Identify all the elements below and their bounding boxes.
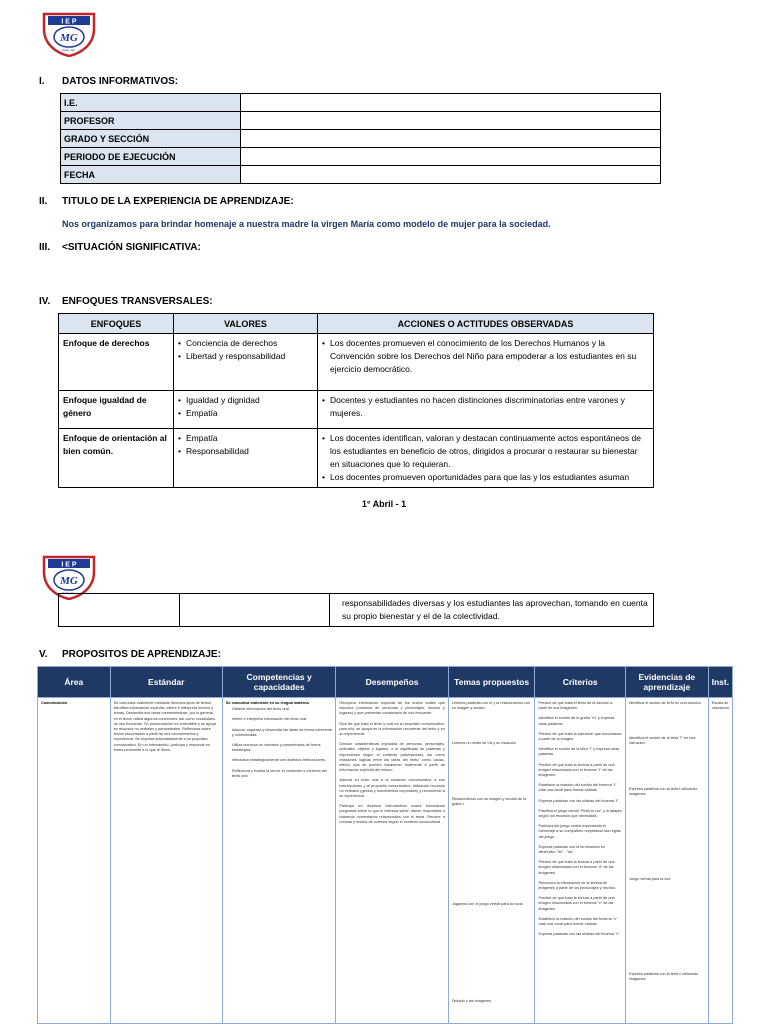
list-item: • Los docentes identifican, valoran y destacan continuamente actos espontáneos de los estudiantes en beneficio de otros, dirigidos a procurar o restaurar su bienestar en situaciones que lo requieran. <box>322 433 641 469</box>
table-row <box>59 594 654 627</box>
school-logo <box>40 11 98 62</box>
col-header-enfoques: ENFOQUES <box>59 314 174 334</box>
school-crest-icon <box>40 11 98 57</box>
experience-title: Nos organizamos para brindar homenaje a nuestra madre la virgen María como modelo de mujer para la sociedad. <box>62 219 551 229</box>
list-item: • Empatía <box>178 408 218 418</box>
info-row-fecha: FECHA <box>61 166 661 184</box>
table-row <box>38 698 733 1024</box>
info-row-periodo: PERIODO DE EJECUCIÓN <box>61 148 661 166</box>
list-item: • Libertad y responsabilidad <box>178 351 286 361</box>
logo-initials: MG <box>60 32 78 44</box>
svg-text:MG: MG <box>60 575 78 587</box>
section-2-title: II. TITULO DE LA EXPERIENCIA DE APRENDIZAJE: <box>39 196 294 207</box>
info-row-ie: I.E. <box>61 94 661 112</box>
list-item: • Los docentes promueven el conocimiento de los Derechos Humanos y la Convención sobre los Derechos del Niño para empoderar a los estudiantes en su ejercicio democrático. <box>322 338 637 374</box>
col-header-estandar: Estándar <box>110 667 222 698</box>
info-value-grado[interactable] <box>241 130 661 148</box>
logo-bottom-text: Sello Inst. <box>62 48 76 52</box>
area-cell: Comunicación <box>38 698 111 1024</box>
table-row: Enfoque igualdad de género • Igualdad y dignidad • Empatía • Docentes y estudiantes no hacen distinciones discriminatorias entre varones y mujeres. <box>59 391 654 429</box>
propositos-table <box>37 666 733 1024</box>
section-1-title: I. DATOS INFORMATIVOS: <box>39 76 179 87</box>
section-4-title: IV. ENFOQUES TRANSVERSALES: <box>39 296 213 307</box>
desempenos-cell: Recupera información explícita de los textos orales que escucha (nombres de personas y personajes, hechos y lugares) y que presentan vocabulario de uso frecuente. Dice de qué trata el texto y cuál es su propósito comunicativo; para ello, se apoya en la información recurrente del texto y en su experiencia. Deduce características implícitas de personas, personajes, animales, objetos y lugares, o el significado de palabras y expresiones según el contexto (adivinanzas), así como relaciones lógicas entre las ideas del texto, como causa-efecto, que se pueden establecer fácilmente a partir de información explícita del mismo. Adecúa su texto oral a la situación comunicativa, a sus interlocutores y al propósito comunicativo, utilizando recursos no verbales (gestos y movimientos corporales) y recurriendo a su experiencia. Participa en diversos intercambios orales formulando preguntas sobre lo que le interesa saber, dando respuestas o haciendo comentarios relacionados con el tema. Recurre a normas y modos de cortesía según el contexto sociocultural. <box>336 698 448 1024</box>
criterios-cell: Predice de qué trata el texto de la canción a partir de sus imágenes. Identifica el sonido de la grafía "m" y expresa otras palabras. Predice de qué trata la narración que escucharan a partir de la imagen. Identifica el sonido de la letra "l" y expresa otras palabras. Predice de qué trata la lectura a partir de una imagen relacionada con el fonema "t" de las imágenes. Establece la relación del sonido del fonema "t" más una vocal para formar sílabas. Expresa palabras con las sílabas del fonema "t". Planifica el juego verbal "Pinta la voz" y lo adapta según los recursos que necesitará. Participa del juego verbal expresando el homenaje a su compañero respetando las reglas del juego. Expresa palabras con la terminación en diminutivo "ito" - "ita". Predice de qué trata la lectura a partir de una imagen relacionada con el fonema "d" de las imágenes. Reconoce la información de la lectura de imágenes a partir de los personajes y hechos. Predice de qué trata la lectura a partir de una imagen relacionada con el fonema "v" de las imágenes. Establece la relación del sonido del fonema "v" más una vocal para formar sílabas. Expresa palabras con las sílabas del fonema "v". <box>535 698 625 1024</box>
info-row-grado: GRADO Y SECCIÓN <box>61 130 661 148</box>
table-row: Enfoque de derechos • Conciencia de derechos • Libertad y responsabilidad • Los docentes promueven el conocimiento de los Derechos Humanos y la Convención sobre los Derechos del Niño para empoderar a los estudiantes en su ejercicio democrático. <box>59 334 654 391</box>
list-item: • Igualdad y dignidad <box>178 395 260 405</box>
table-row: Enfoque de orientación al bien común. • Empatía • Responsabilidad • Los docentes identifican, valoran y destacan continuamente actos espontáneos de los estudiantes en beneficio de otros, dirigidos a procurar o restaurar su bienestar en situaciones que lo requieran. • Los docentes promueven oportunidades para que las y los estudiantes asuman <box>59 429 654 488</box>
evidencias-cell: Identifica el sonido de la M en una canción. Identifica el sonido de la letra "l" en una narración. Expresa palabras con la letra t utilizando imágenes. Juego verbal para la voz. Expresa palabras con la letra v utilizando imágenes. <box>625 698 708 1024</box>
svg-text:Sello Inst.: Sello Inst. <box>62 591 76 595</box>
enfoques-table-continuation <box>58 593 654 627</box>
col-header-acciones: ACCIONES O ACTITUDES OBSERVADAS <box>318 314 654 334</box>
col-header-temas: Temas propuestos <box>448 667 535 698</box>
info-value-profesor[interactable] <box>241 112 661 130</box>
info-value-fecha[interactable] <box>241 166 661 184</box>
col-header-area: Área <box>38 667 111 698</box>
info-value-periodo[interactable] <box>241 148 661 166</box>
svg-text:I E P: I E P <box>61 561 77 569</box>
temas-cell: Leemos palabras con m y la relacionamos con su imagen y sonido. Leemos un relato de Lili y su mascota. Relacionamos con su imagen y sonido de la grafía t Jugamos con el juego verbal para la vocal Dictado y las imágenes <box>448 698 535 1024</box>
section-5-title: V. PROPOSITOS DE APRENDIZAJE: <box>39 649 221 660</box>
list-item: • Responsabilidad <box>178 446 249 456</box>
col-header-competencias: Competencias y capacidades <box>222 667 335 698</box>
section-3-title: III. <SITUACIÓN SIGNIFICATIVA: <box>39 242 201 253</box>
logo-top-text: I E P <box>61 18 77 26</box>
info-row-profesor: PROFESOR <box>61 112 661 130</box>
col-header-criterios: Criterios <box>535 667 625 698</box>
list-item: • Conciencia de derechos <box>178 338 278 348</box>
col-header-valores: VALORES <box>174 314 318 334</box>
enfoques-table <box>58 313 654 488</box>
list-item: • Los docentes promueven oportunidades para que las y los estudiantes asuman <box>322 472 630 482</box>
page-footer: 1° Abril - 1 <box>361 499 407 509</box>
col-header-desempenos: Desempeños <box>336 667 448 698</box>
list-item: • Empatía <box>178 433 218 443</box>
inst-cell: Escala de valoración <box>708 698 732 1024</box>
list-item: • Docentes y estudiantes no hacen distinciones discriminatorias entre varones y mujeres. <box>322 395 625 418</box>
col-header-inst: Inst. <box>708 667 732 698</box>
estandar-cell: Se comunica oralmente mediante diversos tipos de textos; identifica información explícita; infiere e interpreta hechos y temas. Desarrolla sus ideas manteniéndose, por lo general, en el tema; utiliza algunos conectores, así como vocabulario de uso frecuente. Su pronunciación es entendible y se apoya en recursos no verbales y paraverbales. Reflexiona sobre textos escuchados a partir de sus conocimientos y experiencia. Se expresa adecuadamente a su propósito comunicativo. En un intercambio, participa y responde en forma pertinente a lo que le dicen. <box>110 698 222 1024</box>
info-table <box>60 93 661 184</box>
info-value-ie[interactable] <box>241 94 661 112</box>
col-header-evidencias: Evidencias de aprendizaje <box>625 667 708 698</box>
continuation-text: responsabilidades diversas y los estudiantes las aprovechan, tomando en cuenta su propio bienestar y el de la colectividad. <box>330 594 654 627</box>
competencias-cell: Se comunica oralmente en su lengua materna. Obtiene información del texto oral. Infiere e interpreta información del texto oral. Adecúa, organiza y desarrolla las ideas de forma coherente y cohesionada. Utiliza recursos no verbales y paraverbales de forma estratégica. Interactúa estratégicamente con distintos interlocutores. Reflexiona y evalúa la forma, el contenido y contexto del texto oral. <box>222 698 335 1024</box>
